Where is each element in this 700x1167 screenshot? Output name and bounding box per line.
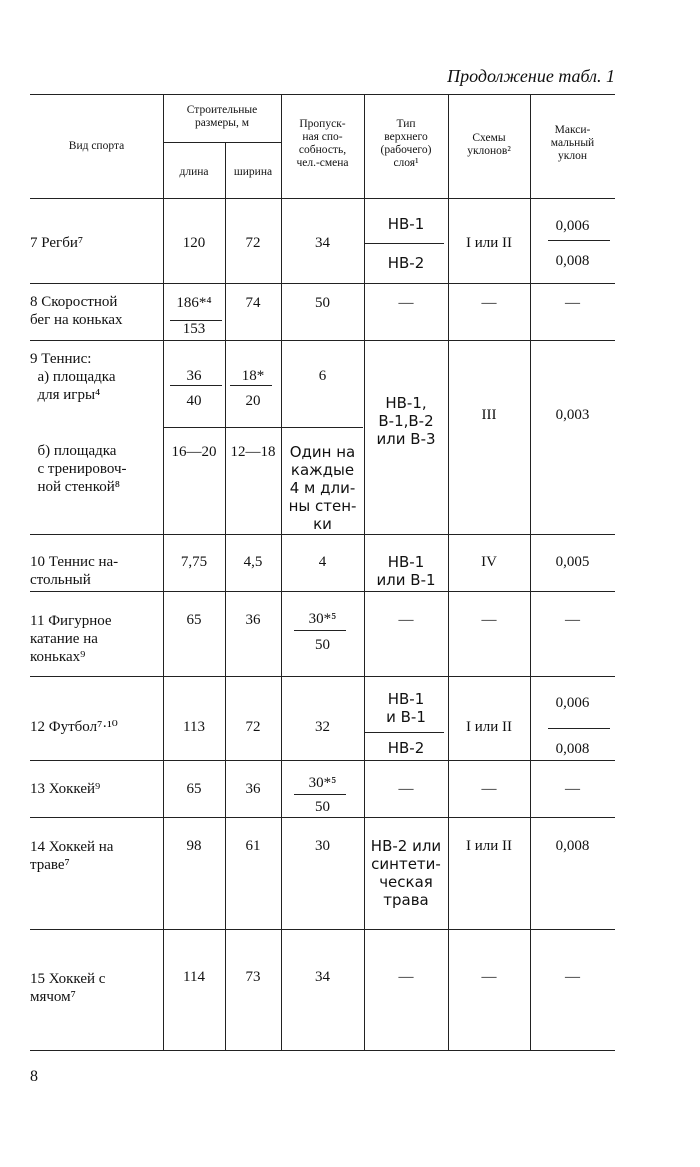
slope-cell: — <box>565 295 580 311</box>
row-rule <box>30 591 615 592</box>
row-rule <box>30 817 615 818</box>
row-rule <box>30 283 615 284</box>
slope-cell: 0,006 <box>555 695 590 711</box>
length-cell: 120 <box>182 235 206 251</box>
sport-name: 10 Теннис на- стольный <box>30 554 119 588</box>
slope-cell: — <box>565 612 580 628</box>
row-rule <box>163 427 363 428</box>
schemes-cell: — <box>481 969 497 985</box>
table-caption: Продолжение табл. 1 <box>447 66 615 86</box>
header-sizes: Строительные размеры, м <box>186 104 258 129</box>
capacity-cell: 4 <box>318 554 327 570</box>
fraction-bar <box>364 732 444 733</box>
length-cell: 153 <box>182 321 206 337</box>
schemes-cell: III <box>481 407 497 423</box>
capacity-cell: 50 <box>315 799 330 815</box>
capacity-cell: 30*⁵ <box>308 775 337 791</box>
header-capacity: Пропуск- ная спо- собность, чел.-смена <box>296 118 349 169</box>
schemes-cell: IV <box>481 554 497 570</box>
header-max-slope: Макси- мальный уклон <box>550 124 595 162</box>
width-cell: 20 <box>245 393 261 409</box>
slope-cell: 0,008 <box>555 741 590 757</box>
header-schemes: Схемы уклонов² <box>467 132 511 157</box>
length-cell: 36 <box>186 368 202 384</box>
sport-name: 8 Скоростной бег на коньках <box>30 294 123 328</box>
row-rule <box>30 929 615 930</box>
col-rule <box>225 142 226 1050</box>
schemes-cell: I или II <box>465 719 513 735</box>
width-cell: 73 <box>245 969 261 985</box>
capacity-cell: 50 <box>315 637 330 653</box>
length-cell: 7,75 <box>180 554 208 570</box>
surface-cell: — <box>398 781 414 797</box>
sport-name: 15 Хоккей с мячом⁷ <box>30 971 106 1005</box>
capacity-cell: 34 <box>315 969 330 985</box>
schemes-cell: — <box>481 612 497 628</box>
surface-cell: НВ-2 или синтети- ческая трава <box>370 837 442 909</box>
sport-name: 13 Хоккей⁹ <box>30 781 101 797</box>
width-cell: 4,5 <box>243 554 263 570</box>
length-cell: 98 <box>186 838 202 854</box>
header-sport: Вид спорта <box>68 140 125 152</box>
fraction-bar <box>364 243 444 244</box>
fraction-bar <box>548 728 610 729</box>
sport-name: б) площадка с тренировоч- ной стенкой⁸ <box>37 443 127 495</box>
surface-cell: НВ-1 и В-1 <box>386 690 426 726</box>
width-cell: 61 <box>245 838 261 854</box>
capacity-cell: 30 <box>315 838 330 854</box>
sport-name: 12 Футбол⁷·¹⁰ <box>30 719 118 735</box>
fraction-bar <box>170 385 222 386</box>
length-cell: 40 <box>186 393 202 409</box>
schemes-cell: — <box>481 781 497 797</box>
row-rule <box>30 676 615 677</box>
length-cell: 65 <box>186 781 202 797</box>
fraction-bar <box>230 385 272 386</box>
header-bottom-rule <box>30 198 615 199</box>
length-cell: 114 <box>183 969 205 985</box>
sport-name: 11 Фигурное катание на коньках⁹ <box>30 613 112 665</box>
table-bottom-rule <box>30 1050 615 1051</box>
length-cell: 186*⁴ <box>176 295 212 311</box>
width-cell: 74 <box>245 295 261 311</box>
slope-cell: 0,003 <box>555 407 590 423</box>
slope-cell: — <box>565 781 580 797</box>
slope-cell: 0,008 <box>555 838 590 854</box>
surface-cell: — <box>398 969 414 985</box>
capacity-cell: Один на каждые 4 м дли- ны стен- ки <box>288 443 357 533</box>
width-cell: 12—18 <box>230 444 276 460</box>
surface-cell: НВ-1, В-1,В-2 или В-3 <box>376 394 436 448</box>
schemes-cell: I или II <box>465 235 513 251</box>
fraction-bar <box>294 794 346 795</box>
capacity-cell: 6 <box>318 368 327 384</box>
width-cell: 18* <box>241 368 265 384</box>
header-width: ширина <box>233 166 273 178</box>
capacity-cell: 30*⁵ <box>308 611 337 627</box>
length-cell: 113 <box>183 719 205 735</box>
width-cell: 72 <box>245 719 261 735</box>
row-rule <box>30 340 615 341</box>
capacity-cell: 34 <box>315 235 330 251</box>
col-rule <box>530 94 531 1050</box>
width-cell: 36 <box>245 612 261 628</box>
sport-name: 14 Хоккей на траве⁷ <box>30 839 114 873</box>
data-table <box>30 94 615 1054</box>
sport-name: 9 Теннис: а) площадка для игры⁴ <box>30 351 116 403</box>
width-cell: 36 <box>245 781 261 797</box>
length-cell: 65 <box>186 612 202 628</box>
surface-cell: НВ-1 или В-1 <box>376 553 436 589</box>
slope-cell: 0,005 <box>555 554 590 570</box>
length-cell: 16—20 <box>171 444 217 460</box>
row-rule <box>30 534 615 535</box>
fraction-bar <box>294 630 346 631</box>
fraction-bar <box>548 240 610 241</box>
surface-cell: НВ-2 <box>387 254 425 272</box>
surface-cell: НВ-2 <box>387 739 425 757</box>
page-number: 8 <box>30 1068 38 1085</box>
header-length: длина <box>179 166 209 178</box>
slope-cell: — <box>565 969 580 985</box>
capacity-cell: 32 <box>315 719 330 735</box>
sizes-sub-rule <box>163 142 281 143</box>
header-surface: Тип верхнего (рабочего) слоя¹ <box>380 118 432 169</box>
capacity-cell: 50 <box>315 295 330 311</box>
table-top-rule <box>30 94 615 95</box>
schemes-cell: I или II <box>465 838 513 854</box>
surface-cell: НВ-1 <box>387 215 425 233</box>
slope-cell: 0,006 <box>555 218 590 234</box>
sport-name: 7 Регби⁷ <box>30 235 84 251</box>
row-rule <box>30 760 615 761</box>
slope-cell: 0,008 <box>555 253 590 269</box>
surface-cell: — <box>398 612 414 628</box>
width-cell: 72 <box>245 235 261 251</box>
surface-cell: — <box>398 295 414 311</box>
schemes-cell: — <box>481 295 497 311</box>
